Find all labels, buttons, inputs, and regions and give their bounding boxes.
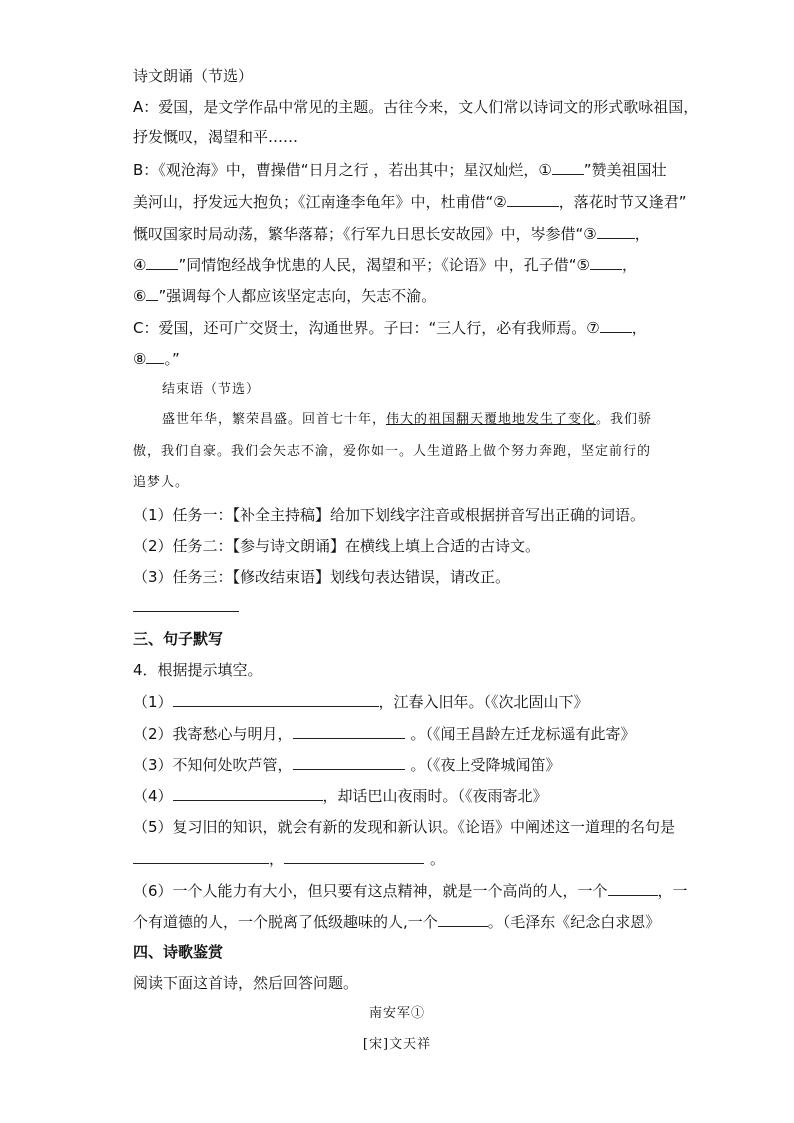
recital-b-text2: 美河山，抒发远大抱负；《江南逢李龟年》中，杜甫借“②: [133, 193, 507, 211]
recital-b-text1: B：《观沧海》中，曹操借“日月之行 ，若出其中；星汉灿烂，①: [133, 161, 552, 179]
blank-4-label: ④: [133, 256, 147, 274]
closing-line3: 追梦人。: [133, 475, 190, 490]
item-1: [133, 691, 589, 712]
item-3: [133, 754, 561, 775]
blank-8-label: ⑧: [133, 350, 147, 368]
item-2-text: （2）我寄愁心与明月，: [133, 725, 293, 743]
recital-b-line1: [133, 159, 667, 180]
blank-5[interactable]: [590, 254, 622, 270]
item-4-number: （4）: [133, 787, 173, 805]
blank-6-label: ⑥: [133, 287, 147, 305]
recital-b-text4: ”同情饱经战争忧患的人民，渴望和平；《论语》中，孔子借“⑤: [178, 256, 590, 274]
blank-item-2[interactable]: [293, 723, 405, 739]
recital-b-line3: [133, 223, 650, 244]
recital-c-line1: [133, 317, 647, 338]
section3-heading: 三、句子默写: [133, 630, 224, 648]
closing-text-b: 。我们骄: [596, 412, 653, 427]
recital-b-text3-end: ，: [634, 225, 650, 243]
closing-line1: [162, 410, 652, 430]
item-3-text: （3）不知何处吹芦管，: [133, 756, 293, 774]
item-1-number: （1）: [133, 693, 173, 711]
blank-item-6a[interactable]: [608, 880, 658, 896]
blank-6[interactable]: [146, 285, 158, 301]
blank-4[interactable]: [146, 254, 178, 270]
item-6-text-b-end: 。（毛泽东《纪念白求恩》: [487, 913, 661, 931]
answer-rule: [133, 611, 239, 612]
blank-item-4[interactable]: [173, 785, 323, 801]
item-6-line1: [133, 880, 688, 901]
closing-title: 结束语（节选）: [162, 382, 261, 397]
blank-item-1[interactable]: [173, 691, 379, 707]
blank-item-5b[interactable]: [284, 848, 424, 864]
recital-a-line2: 抒发慨叹，渴望和平……: [133, 128, 299, 146]
blank-8[interactable]: [146, 348, 164, 364]
recital-b-line2: [133, 191, 687, 212]
task-2: （2）任务二：【参与诗文朗诵】在横线上填上合适的古诗文。: [133, 537, 541, 555]
recital-c-text1: C：爱国，还可广交贤士，沟通世界。子曰：“三人行，必有我师焉。⑦: [133, 319, 600, 337]
recital-b-line5: [133, 285, 436, 306]
blank-item-6b[interactable]: [438, 911, 488, 927]
poem-title: 南安军①: [368, 1006, 425, 1021]
recital-b-text4-end: ，: [621, 256, 637, 274]
recital-c-text1-end: ，: [631, 319, 647, 337]
item-1-text: ，江春入旧年。（《次北固山下》: [378, 693, 589, 711]
item-5-line1: （5）复习旧的知识，就会有新的发现和新认识。《论语》中阐述这一道理的名句是: [133, 818, 676, 836]
blank-3[interactable]: [597, 223, 635, 239]
item-5-line2: [133, 848, 445, 869]
poem-author: [宋]文天祥: [362, 1037, 432, 1052]
blank-1[interactable]: [552, 159, 584, 175]
blank-item-3[interactable]: [293, 754, 405, 770]
blank-7[interactable]: [600, 317, 632, 333]
blank-2[interactable]: [507, 191, 559, 207]
task-1: （1）任务一：【补全主持稿】给加下划线字注音或根据拼音写出正确的词语。: [133, 506, 646, 524]
item-6-text-a: （6）一个人能力有大小，但只要有这点精神，就是一个高尚的人，一个: [133, 882, 608, 900]
item-6-line2: [133, 911, 660, 932]
item-2-end: 。（《闻王昌龄左迁龙标遥有此寄》: [410, 725, 636, 743]
item-6-text-a-end: ，一: [657, 882, 688, 900]
item-6-text-b: 个有道德的人，一个脱离了低级趣味的人,一个: [133, 913, 438, 931]
item-2: [133, 723, 636, 744]
recital-b-text5: ”强调每个人都应该坚定志向，矢志不渝。: [158, 287, 437, 305]
item-5-end: 。: [430, 850, 446, 868]
recital-c-line2: [133, 348, 180, 369]
blank-item-5a[interactable]: [133, 848, 269, 864]
recital-a-line1: A：爱国，是文学作品中常见的主题。古往今来，文人们常以诗词文的形式歌咏祖国，: [133, 98, 699, 116]
recital-c-text2-end: 。”: [164, 350, 180, 368]
recital-title: 诗文朗诵（节选）: [133, 67, 254, 85]
item-3-end: 。（《夜上受降城闻笛》: [410, 756, 561, 774]
section4-heading: 四、诗歌鉴赏: [133, 943, 224, 961]
closing-text-a: 盛世年华，繁荣昌盛。回首七十年，: [162, 412, 387, 427]
recital-b-line4: [133, 254, 637, 275]
recital-b-text3: 慨叹国家时局动荡，繁华落幕；《行军九日思长安故园》中，岑参借“③: [133, 225, 597, 243]
item-4-text: ，却话巴山夜雨时。（《夜雨寄北》: [322, 787, 548, 805]
recital-b-text1-end: ”赞美祖国壮: [583, 161, 667, 179]
recital-b-text2-end: ，落花时节又逢君”: [558, 193, 687, 211]
closing-underlined-sentence: 伟大的祖国翻天覆地地发生了变化: [386, 412, 597, 427]
section4-intro: 阅读下面这首诗，然后回答问题。: [133, 974, 359, 992]
item-5-mid: ，: [269, 850, 285, 868]
item-4: [133, 785, 548, 806]
question-4: 4．根据提示填空。: [133, 661, 263, 679]
task-3: （3）任务三：【修改结束语】划线句表达错误，请改正。: [133, 568, 511, 586]
closing-line2: 傲，我们自豪。我们会矢志不渝，爱你如一。人生道路上做个努力奔跑，坚定前行的: [133, 444, 652, 459]
